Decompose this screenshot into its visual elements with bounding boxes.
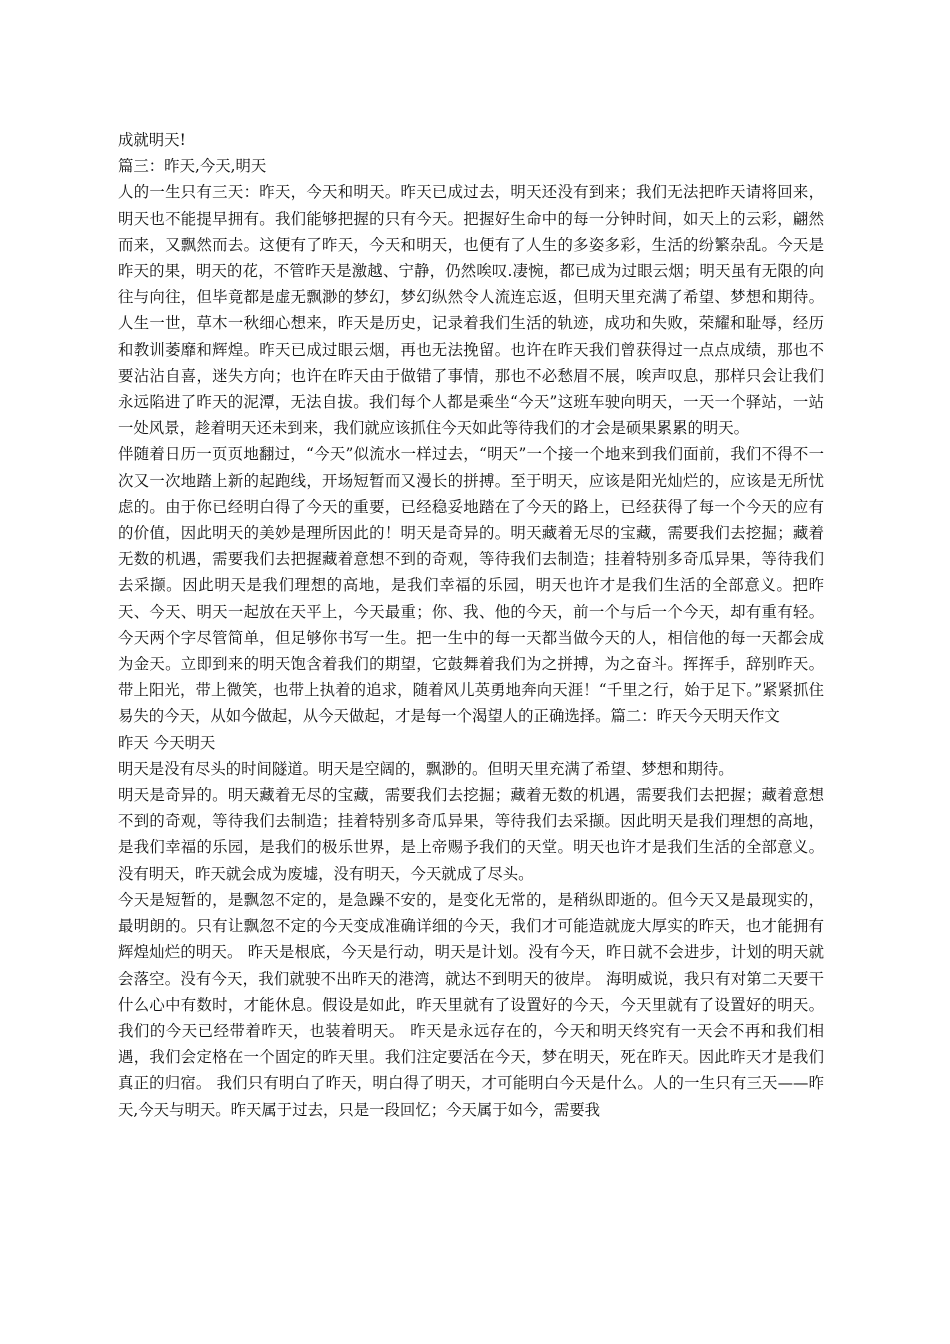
paragraph: 伴随着日历一页页地翻过，“今天”似流水一样过去，“明天”一个接一个地来到我们面前，我们不得不一次又一次地踏上新的起跑线，开场短暂而又漫长的拼搏。至于明天，应该是阳光灿烂的，应该是无所忧虑的。由于你已经明白得了今天的重要，已经稳妥地踏在了今天的路上，已经获得了每一个今天的应有的价值，因此明天的美妙是理所因此的！明天是奇异的。明天藏着无尽的宝藏，需要我们去挖掘；藏着无数的机遇，需要我们去把握藏着意想不到的奇观，等待我们去制造；挂着特别多奇瓜异果，等待我们去采撷。因此明天是我们理想的高地，是我们幸福的乐园，明天也许才是我们生活的全部意义。把昨天、今天、明天一起放在天平上，今天最重；你、我、他的今天，前一个与后一个今天，却有重有轻。今天两个字尽管简单，但足够你书写一生。把一生中的每一天都当做今天的人，相信他的每一天都会成为金天。立即到来的明天饱含着我们的期望，它鼓舞着我们为之拼搏，为之奋斗。挥挥手，辞别昨天。带上阳光，带上微笑，也带上执着的追求，随着风儿英勇地奔向天涯！“千里之行，始于足下。”紧紧抓住易失的今天，从如今做起，从今天做起，才是每一个渴望人的正确选择。篇二：昨天今天明天作文 xyxy=(118,445,824,726)
paragraph: 今天是短暂的，是飘忽不定的，是急躁不安的，是变化无常的，是稍纵即逝的。但今天又是最现实的，最明朗的。只有让飘忽不定的今天变成准确详细的今天，我们才可能造就庞大厚实的昨天，也才能拥有辉煌灿烂的明天。 昨天是根底，今天是行动，明天是计划。没有今天，昨日就不会进步，计划的明天就会落空。没有今天，我们就驶不出昨天的港湾，就达不到明天的彼岸。 海明威说，我只有对第二天要干什么心中有数时，才能休息。假设是如此，昨天里就有了设置好的今天，今天里就有了设置好的明天。我们的今天已经带着昨天，也装着明天。 昨天是永远存在的，今天和明天终究有一天会不再和我们相遇，我们会定格在一个固定的昨天里。我们注定要活在今天，梦在明天，死在昨天。因此昨天才是我们真正的归宿。 我们只有明白了昨天，明白得了明天，才可能明白今天是什么。人的一生只有三天——昨天,今天与明天。昨天属于过去，只是一段回忆；今天属于如今，需要我 xyxy=(118,890,824,1119)
paragraph: 人的一生只有三天：昨天，今天和明天。昨天已成过去，明天还没有到来；我们无法把昨天请将回来，明天也不能提早拥有。我们能够把握的只有今天。把握好生命中的每一分钟时间，如天上的云彩，翩然而来，又飘然而去。这便有了昨天，今天和明天，也便有了人生的多姿多彩，生活的纷繁杂乱。今天是昨天的果，明天的花，不管昨天是激越、宁静，仍然唉叹.凄惋，都已成为过眼云烟；明天虽有无限的向往与向往，但毕竟都是虚无飘渺的梦幻，梦幻纵然令人流连忘返，但明天里充满了希望、梦想和期待。人生一世，草木一秋细心想来，昨天是历史，记录着我们生活的轨迹，成功和失败，荣耀和耻辱，经历和教训萎靡和辉煌。昨天已成过眼云烟，再也无法挽留。也许在昨天我们曾获得过一点点成绩，那也不要沾沾自喜，迷失方向；也许在昨天由于做错了事情，那也不必愁眉不展，唉声叹息，那样只会让我们永远陷进了昨天的泥潭，无法自拔。我们每个人都是乘坐“今天”这班车驶向明天，一天一个驿站，一站一处风景，趁着明天还未到来，我们就应该抓住今天如此等待我们的才会是硕果累累的明天。 xyxy=(118,183,824,438)
section-three-title: 篇三：昨天,今天,明天 xyxy=(118,157,267,176)
opening-line: 成就明天! xyxy=(118,131,186,149)
paragraph: 明天是没有尽头的时间隧道。明天是空阔的，飘渺的。但明天里充满了希望、梦想和期待。 xyxy=(118,759,734,778)
document-page xyxy=(118,127,824,1123)
paragraph: 明天是奇异的。明天藏着无尽的宝藏，需要我们去挖掘；藏着无数的机遇，需要我们去把握；藏着意想不到的奇观，等待我们去制造；挂着特别多奇瓜异果，等待我们去采撷。因此明天是我们理想的高地，是我们幸福的乐园，是我们的极乐世界，是上帝赐予我们的天堂。明天也许才是我们生活的全部意义。 没有明天，昨天就会成为废墟，没有明天，今天就成了尽头。 xyxy=(118,786,824,883)
subheading: 昨天 今天明天 xyxy=(118,733,216,752)
